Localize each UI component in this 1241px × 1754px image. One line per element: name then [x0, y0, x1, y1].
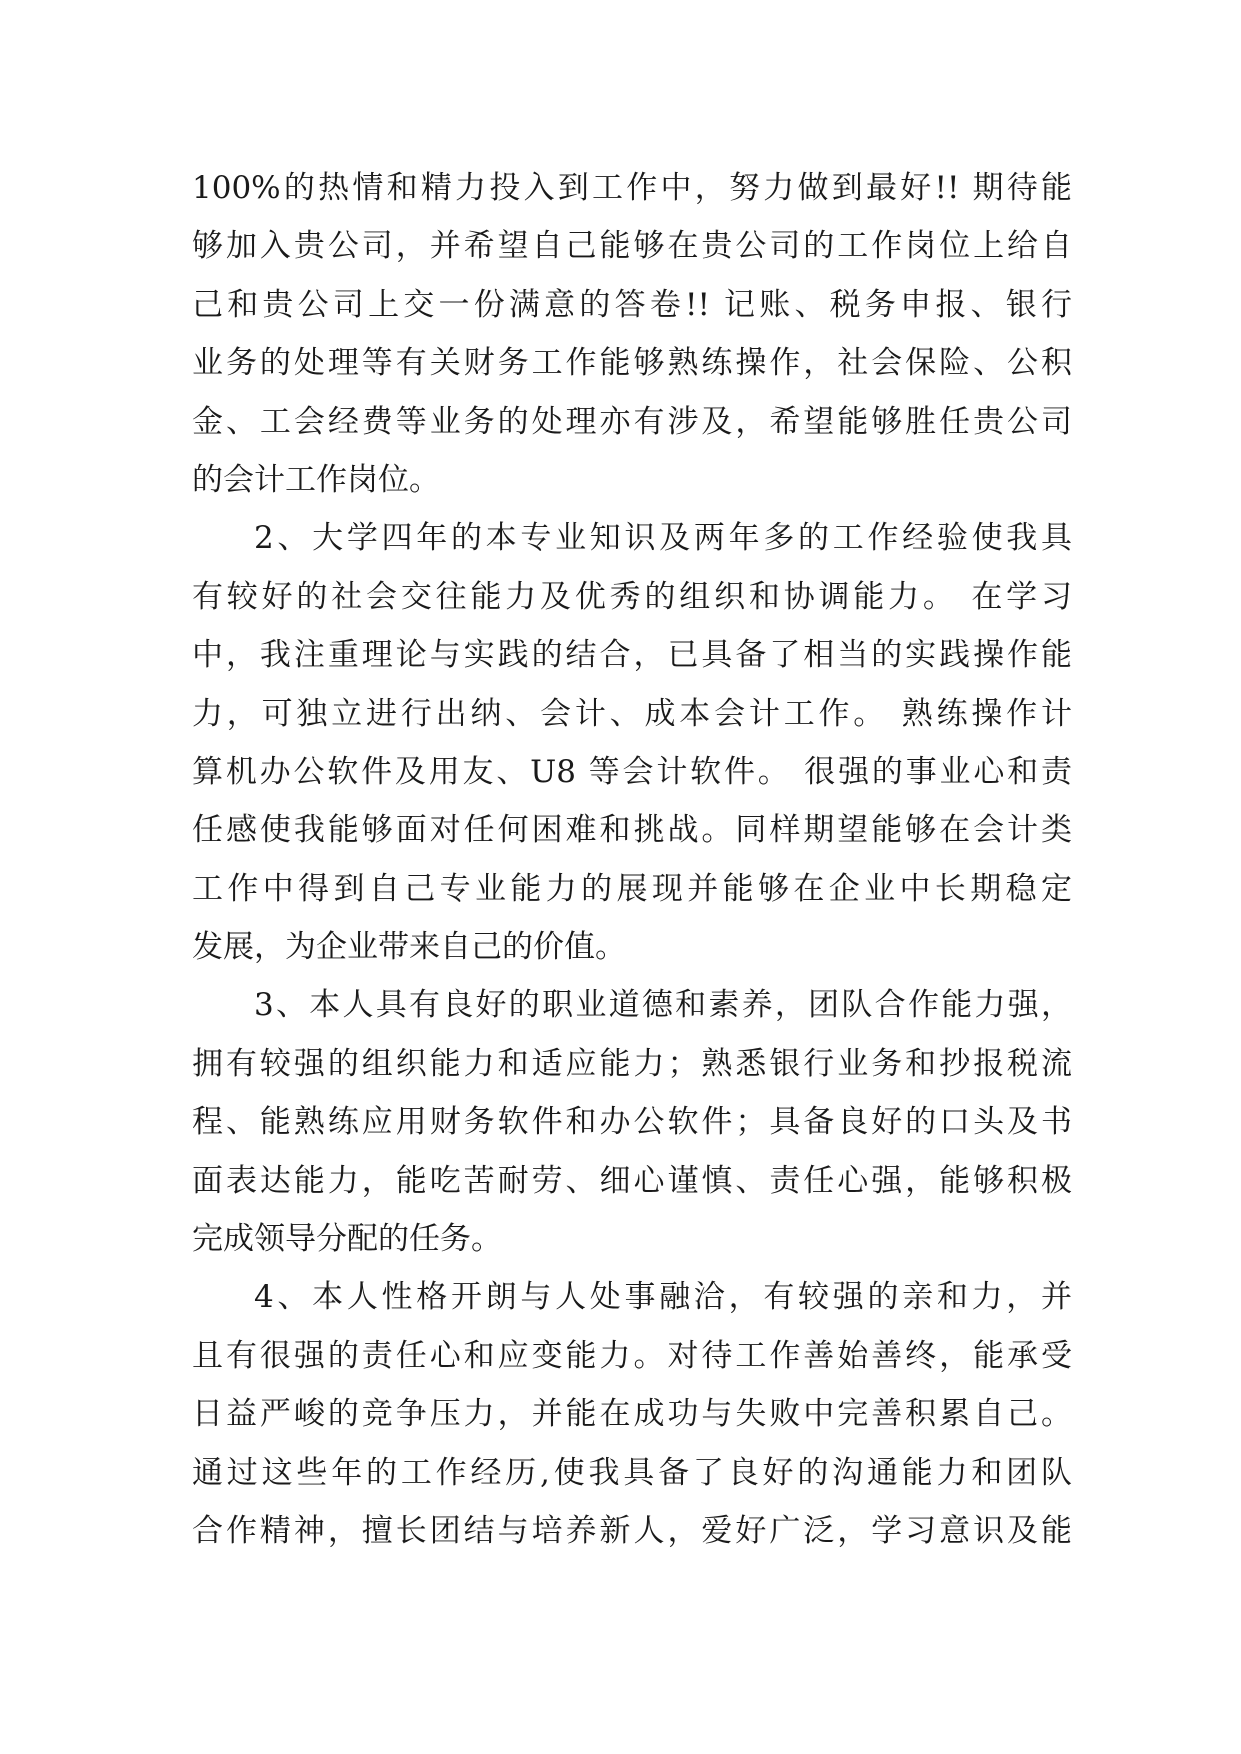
- text-line: 算机办公软件及用友、U8 等会计软件。 很强的事业心和责: [192, 753, 1072, 790]
- text-line: 发展，为企业带来自己的价值。: [192, 929, 626, 966]
- document-body: [192, 159, 1072, 1560]
- paragraph-start-line: 2、大学四年的本专业知识及两年多的工作经验使我具: [254, 520, 1072, 557]
- text-line: 100%的热情和精力投入到工作中，努力做到最好!! 期待能: [192, 170, 1072, 206]
- text-line: 的会计工作岗位。: [192, 461, 440, 498]
- text-line: 日益严峻的竞争压力，并能在成功与失败中完善积累自己。: [192, 1396, 1072, 1433]
- text-line: 工作中得到自己专业能力的展现并能够在企业中长期稳定: [192, 870, 1072, 907]
- paragraph-start-line: 4、本人性格开朗与人处事融洽，有较强的亲和力，并: [254, 1279, 1072, 1316]
- text-line: 己和贵公司上交一份满意的答卷!! 记账、税务申报、银行: [192, 286, 1072, 323]
- paragraph-start-line: 3、本人具有良好的职业道德和素养，团队合作能力强，: [254, 987, 1072, 1024]
- text-line: 且有很强的责任心和应变能力。对待工作善始善终，能承受: [192, 1337, 1072, 1374]
- text-line: 金、工会经费等业务的处理亦有涉及，希望能够胜任贵公司: [192, 403, 1072, 440]
- text-line: 面表达能力，能吃苦耐劳、细心谨慎、责任心强，能够积极: [192, 1162, 1072, 1199]
- text-line: 任感使我能够面对任何困难和挑战。同样期望能够在会计类: [192, 812, 1072, 849]
- text-line: 拥有较强的组织能力和适应能力；熟悉银行业务和抄报税流: [192, 1045, 1072, 1082]
- text-line: 程、能熟练应用财务软件和办公软件；具备良好的口头及书: [192, 1104, 1072, 1141]
- text-line: 中，我注重理论与实践的结合，已具备了相当的实践操作能: [192, 637, 1072, 674]
- text-line: 完成领导分配的任务。: [192, 1221, 502, 1258]
- text-line: 业务的处理等有关财务工作能够熟练操作，社会保险、公积: [192, 345, 1072, 382]
- text-line: 合作精神，擅长团结与培养新人，爱好广泛，学习意识及能: [192, 1512, 1072, 1549]
- text-line: 力，可独立进行出纳、会计、成本会计工作。 熟练操作计: [192, 695, 1072, 732]
- text-line: 通过这些年的工作经历,使我具备了良好的沟通能力和团队: [192, 1454, 1072, 1491]
- text-line: 够加入贵公司，并希望自己能够在贵公司的工作岗位上给自: [192, 228, 1072, 265]
- text-line: 有较好的社会交往能力及优秀的组织和协调能力。 在学习: [192, 578, 1072, 615]
